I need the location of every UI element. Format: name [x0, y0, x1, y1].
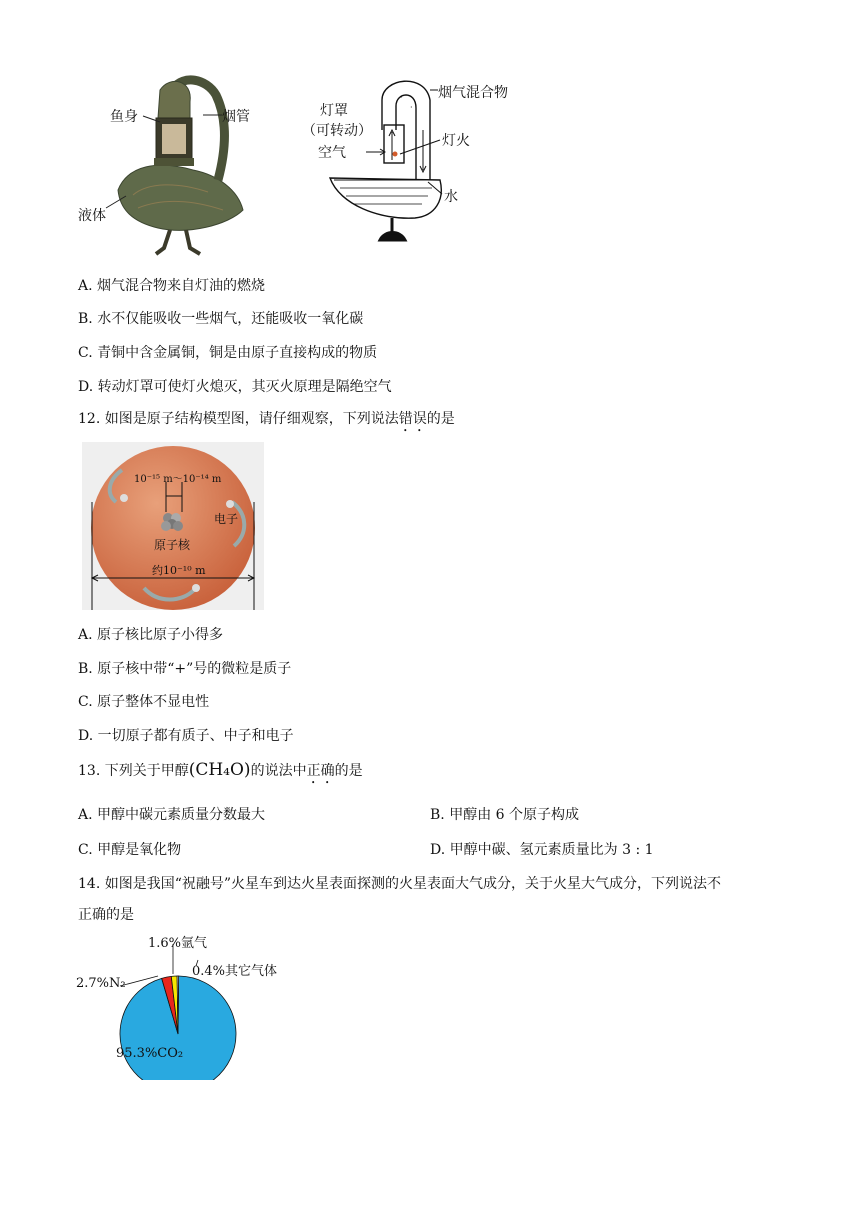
label-flame: 灯火 — [442, 133, 470, 149]
option-text: 原子核比原子小得多 — [97, 627, 224, 643]
stem-text: 如图是原子结构模型图，请仔细观察，下列说法 — [104, 411, 399, 427]
option-text: 甲醇中碳、氢元素质量比为 3 : 1 — [449, 842, 654, 858]
slice-label-other: 0.4%其它气体 — [192, 964, 278, 979]
option-text: 甲醇是氧化物 — [97, 842, 182, 858]
q13-stem — [78, 760, 363, 787]
label-atom-size: 约10⁻¹⁰ m — [152, 564, 206, 577]
mars-atmosphere-pie-chart — [76, 930, 316, 1080]
q12-option-b — [78, 659, 291, 679]
slice-label-co2: 95.3%CO₂ — [116, 1046, 184, 1061]
q14-stem-line2 — [78, 905, 134, 925]
svg-text:·: · — [410, 103, 413, 112]
label-fish-body: 鱼身 — [110, 109, 138, 125]
label-rotatable: （可转动） — [302, 123, 372, 139]
option-text: 烟气混合物来自灯油的燃烧 — [97, 278, 266, 294]
stem-text-end: 的是 — [426, 411, 455, 427]
option-text: 甲醇由 6 个原子构成 — [449, 807, 580, 823]
option-text: 水不仅能吸收一些烟气，还能吸收一氧化碳 — [97, 311, 364, 327]
option-letter: B. — [78, 661, 93, 677]
label-nucleus-size: 10⁻¹⁵ m～10⁻¹⁴ m — [134, 474, 222, 485]
option-letter: C. — [78, 842, 93, 858]
q13-option-d — [430, 840, 654, 860]
stem-emphasis: 正确 — [306, 763, 335, 779]
stem-text-mid: 的说法中 — [250, 763, 307, 779]
q11-option-c — [78, 343, 377, 363]
q13-option-c — [78, 840, 181, 860]
slice-label-n2: 2.7%N₂ — [76, 976, 126, 991]
q11-option-d — [78, 377, 392, 397]
label-smoke-mixture: 烟气混合物 — [438, 85, 508, 101]
option-letter: C. — [78, 345, 93, 361]
stem-text-end: 的是 — [334, 763, 363, 779]
slice-label-argon: 1.6%氩气 — [148, 936, 208, 951]
option-letter: A. — [78, 278, 93, 294]
stem-text: 下列关于甲醇 — [104, 763, 189, 779]
question-number: 13. — [78, 763, 101, 779]
question-number: 14. — [78, 876, 101, 892]
option-letter: A. — [78, 627, 93, 643]
stem-text: 正确的是 — [78, 907, 134, 923]
q11-option-b — [78, 309, 363, 329]
lamp-photo-figure — [78, 70, 278, 260]
methanol-formula: (CH₄O) — [188, 760, 251, 780]
label-water: 水 — [444, 189, 458, 205]
option-letter: D. — [78, 379, 94, 395]
label-electron: 电子 — [214, 512, 239, 526]
q13-option-a — [78, 805, 265, 825]
question-number: 12. — [78, 411, 101, 427]
label-liquid: 液体 — [78, 208, 106, 224]
option-letter: B. — [78, 311, 93, 327]
option-letter: B. — [430, 807, 445, 823]
stem-emphasis: 错误 — [398, 411, 427, 427]
pie-chart-svg — [76, 930, 316, 1080]
option-letter: A. — [78, 807, 93, 823]
option-letter: C. — [78, 694, 93, 710]
option-text: 甲醇中碳元素质量分数最大 — [97, 807, 266, 823]
label-air: 空气 — [318, 145, 346, 161]
q14-stem-line1 — [78, 874, 721, 894]
option-text: 原子整体不显电性 — [97, 694, 210, 710]
q11-option-a — [78, 276, 265, 296]
atom-model-figure — [82, 442, 264, 610]
option-text: 转动灯罩可使灯火熄灭，其灭火原理是隔绝空气 — [97, 379, 392, 395]
svg-text:·: · — [400, 93, 403, 102]
option-text: 一切原子都有质子、中子和电子 — [97, 728, 294, 744]
q12-option-d — [78, 726, 294, 746]
q12-option-c — [78, 692, 209, 712]
stem-text: 如图是我国“祝融号”火星车到达火星表面探测的火星表面大气成分，关于火星大气成分，下列说法不 — [104, 876, 722, 892]
label-chimney: 烟管 — [222, 109, 250, 125]
label-lamp-cover: 灯罩 — [320, 103, 348, 119]
q12-option-a — [78, 625, 223, 645]
q13-option-b — [430, 805, 579, 825]
lamp-schematic-figure — [300, 70, 540, 250]
option-letter: D. — [78, 728, 94, 744]
option-text: 原子核中带“+”号的微粒是质子 — [97, 661, 292, 677]
bronze-lamp-illustration — [78, 70, 278, 260]
label-nucleus: 原子核 — [154, 538, 191, 552]
option-text: 青铜中含金属铜，铜是由原子直接构成的物质 — [97, 345, 378, 361]
q12-stem — [78, 409, 455, 435]
option-letter: D. — [430, 842, 446, 858]
